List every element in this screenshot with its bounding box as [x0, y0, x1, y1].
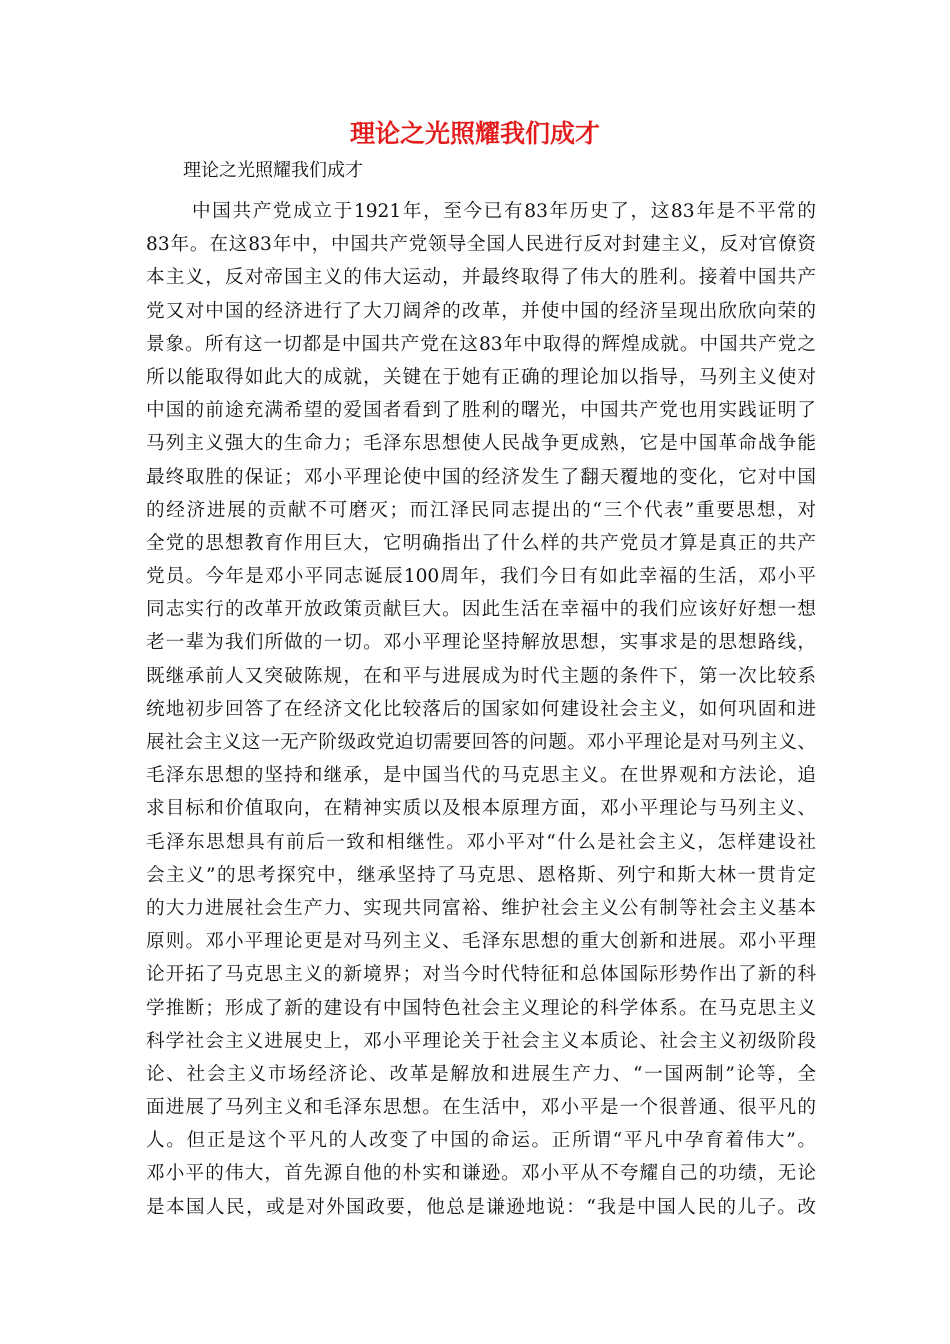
document-subtitle: 理论之光照耀我们成才	[183, 160, 363, 181]
text-line: 既继承前人又突破陈规，在和平与进展成为时代主题的条件下，第一次比较系	[146, 665, 816, 687]
text-line: 毛泽东思想具有前后一致和相继性。邓小平对“什么是社会主义，怎样建设社	[146, 831, 816, 853]
text-line: 会主义”的思考探究中，继承坚持了马克思、恩格斯、列宁和斯大林一贯肯定	[146, 864, 816, 886]
text-line: 83年。在这83年中，中国共产党领导全国人民进行反对封建主义，反对官僚资	[146, 234, 816, 256]
text-line: 论、社会主义市场经济论、改革是解放和进展生产力、“一国两制”论等，全	[146, 1063, 816, 1085]
text-line: 全党的思想教育作用巨大，它明确指出了什么样的共产党员才算是真正的共产	[146, 532, 816, 554]
text-line: 老一辈为我们所做的一切。邓小平理论坚持解放思想，实事求是的思想路线，	[146, 632, 816, 654]
text-line: 中国共产党成立于1921年，至今已有83年历史了，这83年是不平常的	[192, 201, 816, 222]
text-line: 科学社会主义进展史上，邓小平理论关于社会主义本质论、社会主义初级阶段	[146, 1030, 816, 1052]
text-line: 党又对中国的经济进行了大刀阔斧的改革，并使中国的经济呈现出欣欣向荣的	[146, 300, 816, 322]
text-line: 展社会主义这一无产阶级政党迫切需要回答的问题。邓小平理论是对马列主义、	[146, 732, 816, 753]
text-line: 中国的前途充满希望的爱国者看到了胜利的曙光，中国共产党也用实践证明了	[146, 400, 816, 422]
text-line: 毛泽东思想的坚持和继承，是中国当代的马克思主义。在世界观和方法论，追	[146, 765, 816, 787]
text-line: 景象。所有这一切都是中国共产党在这83年中取得的辉煌成就。中国共产党之	[146, 333, 816, 355]
text-line: 统地初步回答了在经济文化比较落后的国家如何建设社会主义，如何巩固和进	[146, 698, 816, 720]
text-line: 人。但正是这个平凡的人改变了中国的命运。正所谓“平凡中孕育着伟大”。	[146, 1130, 816, 1152]
text-line: 党员。今年是邓小平同志诞辰100周年，我们今日有如此幸福的生活，邓小平	[146, 566, 816, 588]
text-line: 最终取胜的保证；邓小平理论使中国的经济发生了翻天覆地的变化，它对中国	[146, 466, 816, 488]
text-line: 本主义，反对帝国主义的伟大运动，并最终取得了伟大的胜利。接着中国共产	[146, 267, 816, 289]
document-title: 理论之光照耀我们成才	[349, 119, 600, 148]
text-line: 所以能取得如此大的成就，关键在于她有正确的理论加以指导，马列主义使对	[146, 366, 816, 388]
text-line: 马列主义强大的生命力；毛泽东思想使人民战争更成熟，它是中国革命战争能	[146, 433, 816, 455]
text-line: 同志实行的改革开放政策贡献巨大。因此生活在幸福中的我们应该好好想一想	[146, 599, 816, 621]
text-line: 原则。邓小平理论更是对马列主义、毛泽东思想的重大创新和进展。邓小平理	[146, 931, 816, 953]
body-paragraph	[146, 195, 816, 1224]
text-line: 论开拓了马克思主义的新境界；对当今时代特征和总体国际形势作出了新的科	[146, 964, 816, 986]
text-line: 求目标和价值取向，在精神实质以及根本原理方面，邓小平理论与马列主义、	[146, 798, 816, 820]
text-line: 是本国人民，或是对外国政要，他总是谦逊地说：“我是中国人民的儿子。改	[146, 1196, 816, 1218]
text-line: 的大力进展社会生产力、实现共同富裕、维护社会主义公有制等社会主义基本	[146, 897, 816, 919]
text-line: 面进展了马列主义和毛泽东思想。在生活中，邓小平是一个很普通、很平凡的	[146, 1097, 816, 1119]
text-line: 学推断；形成了新的建设有中国特色社会主义理论的科学体系。在马克思主义	[146, 997, 816, 1019]
text-line: 的经济进展的贡献不可磨灭；而江泽民同志提出的“三个代表”重要思想，对	[146, 499, 816, 521]
text-line: 邓小平的伟大，首先源自他的朴实和谦逊。邓小平从不夸耀自己的功绩，无论	[146, 1163, 816, 1185]
